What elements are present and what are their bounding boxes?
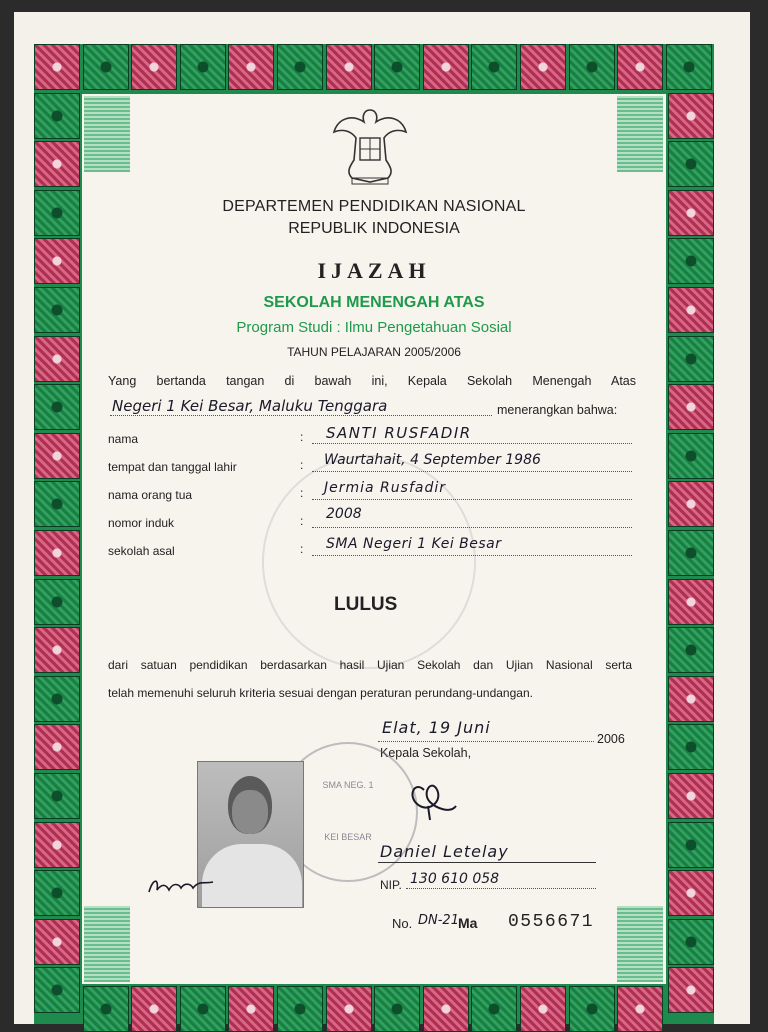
- school-name-handwritten: Negeri 1 Kei Besar, Maluku Tenggara: [112, 397, 388, 415]
- border-tile: [34, 433, 80, 479]
- border-tile: [180, 986, 226, 1032]
- field-label-parent: nama orang tua: [108, 488, 193, 502]
- serial-series: DN-21: [418, 913, 459, 928]
- border-tile: [228, 44, 274, 90]
- border-tile: [180, 44, 226, 90]
- border-tile: [34, 919, 80, 965]
- border-tile: [471, 986, 517, 1032]
- field-colon: :: [300, 430, 304, 444]
- border-tile: [34, 724, 80, 770]
- principal-name: Daniel Letelay: [380, 842, 509, 861]
- study-program: Program Studi : Ilmu Pengetahuan Sosial: [236, 319, 512, 336]
- border-tile: [668, 384, 714, 430]
- document-title: IJAZAH: [317, 258, 431, 283]
- ministry-name: DEPARTEMEN PENDIDIKAN NASIONAL: [222, 198, 526, 215]
- field-value-birth: Waurtahait, 4 September 1986: [324, 452, 541, 468]
- dotted-line: [378, 741, 594, 742]
- principal-signature-icon: [400, 776, 460, 822]
- border-tile: [131, 44, 177, 90]
- border-tile: [617, 986, 663, 1032]
- border-tile: [668, 141, 714, 187]
- stamp-text-2: KEI BESAR: [324, 832, 372, 842]
- dotted-line: [312, 471, 632, 472]
- border-tile: [668, 773, 714, 819]
- issue-year: 2006: [597, 732, 625, 746]
- border-tile: [668, 919, 714, 965]
- border-tile: [668, 481, 714, 527]
- result-status: LULUS: [334, 594, 398, 615]
- field-label-nama: nama: [108, 432, 139, 446]
- border-tile: [34, 93, 80, 139]
- dotted-line: [312, 443, 632, 444]
- photo-shirt: [202, 844, 302, 908]
- corner-ornament-bottom-left: [84, 906, 130, 982]
- academic-year: TAHUN PELAJARAN 2005/2006: [287, 345, 461, 359]
- dotted-line: [312, 499, 632, 500]
- corner-ornament-top-left: [84, 96, 130, 172]
- border-tile: [34, 44, 80, 90]
- border-tile: [569, 44, 615, 90]
- nip-label: NIP.: [380, 878, 402, 892]
- border-tile: [277, 986, 323, 1032]
- border-tile: [228, 986, 274, 1032]
- border-tile: [34, 822, 80, 868]
- border-tile: [34, 141, 80, 187]
- border-tile: [83, 44, 129, 90]
- photo-face: [232, 790, 268, 834]
- border-tile: [277, 44, 323, 90]
- field-colon: :: [300, 486, 304, 500]
- field-label-origin-school: sekolah asal: [108, 544, 175, 558]
- statement-line-1: dari satuan pendidikan berdasarkan hasil Ujian Sekolah dan Ujian Nasional serta: [108, 658, 632, 672]
- border-tile: [34, 773, 80, 819]
- border-tile: [569, 986, 615, 1032]
- corner-ornament-top-right: [617, 96, 663, 172]
- country-name: REPUBLIK INDONESIA: [288, 220, 460, 237]
- nip-value: 130 610 058: [410, 871, 500, 887]
- border-tile: [34, 967, 80, 1013]
- border-tile: [668, 967, 714, 1013]
- border-tile: [668, 724, 714, 770]
- dotted-line: [312, 527, 632, 528]
- border-tile: [34, 579, 80, 625]
- border-tile: [666, 44, 712, 90]
- border-tile: [34, 481, 80, 527]
- corner-ornament-bottom-right: [617, 906, 663, 982]
- border-tile: [131, 986, 177, 1032]
- school-type: SEKOLAH MENENGAH ATAS: [263, 294, 485, 311]
- border-tile: [34, 530, 80, 576]
- intro-text: Yang bertanda tangan di bawah ini, Kepala Sekolah Menengah Atas: [108, 374, 636, 388]
- border-tile: [423, 44, 469, 90]
- field-colon: :: [300, 542, 304, 556]
- field-colon: :: [300, 458, 304, 472]
- student-signature-icon: [145, 872, 217, 900]
- border-tile: [423, 986, 469, 1032]
- border-tile: [83, 986, 129, 1032]
- border-tile: [326, 44, 372, 90]
- border-tile: [668, 93, 714, 139]
- field-label-birth: tempat dan tanggal lahir: [108, 460, 237, 474]
- border-tile: [520, 986, 566, 1032]
- serial-number: 0556671: [508, 912, 595, 932]
- border-tile: [34, 627, 80, 673]
- border-tile: [326, 986, 372, 1032]
- border-tile: [374, 986, 420, 1032]
- signature-line: [378, 862, 596, 863]
- border-tile: [668, 676, 714, 722]
- place-date-handwritten: Elat, 19 Juni: [382, 718, 491, 737]
- field-colon: :: [300, 514, 304, 528]
- border-tile: [374, 44, 420, 90]
- border-tile: [668, 579, 714, 625]
- border-tile: [668, 627, 714, 673]
- field-label-student-id: nomor induk: [108, 516, 175, 530]
- statement-line-2: telah memenuhi seluruh kriteria sesuai dengan peraturan perundang-undangan.: [108, 686, 533, 700]
- field-value-origin-school: SMA Negeri 1 Kei Besar: [326, 536, 502, 552]
- serial-code: Ma: [458, 915, 478, 931]
- border-tile: [520, 44, 566, 90]
- border-tile: [668, 530, 714, 576]
- border-tile: [668, 433, 714, 479]
- dotted-line: [110, 415, 492, 416]
- garuda-emblem-icon: [330, 104, 410, 186]
- border-tile: [668, 870, 714, 916]
- border-tile: [471, 44, 517, 90]
- field-value-nama: SANTI RUSFADIR: [326, 424, 472, 442]
- border-tile: [34, 676, 80, 722]
- principal-title: Kepala Sekolah,: [380, 746, 472, 760]
- dotted-line: [312, 555, 632, 556]
- dotted-line: [406, 888, 596, 889]
- serial-label: No.: [392, 916, 413, 931]
- field-value-parent: Jermia Rusfadir: [324, 480, 446, 496]
- border-tile: [34, 870, 80, 916]
- certifies-text: menerangkan bahwa:: [497, 403, 618, 417]
- border-tile: [617, 44, 663, 90]
- border-tile: [668, 822, 714, 868]
- stamp-text-1: SMA NEG. 1: [322, 780, 374, 790]
- border-tile: [34, 384, 80, 430]
- field-value-student-id: 2008: [326, 506, 362, 522]
